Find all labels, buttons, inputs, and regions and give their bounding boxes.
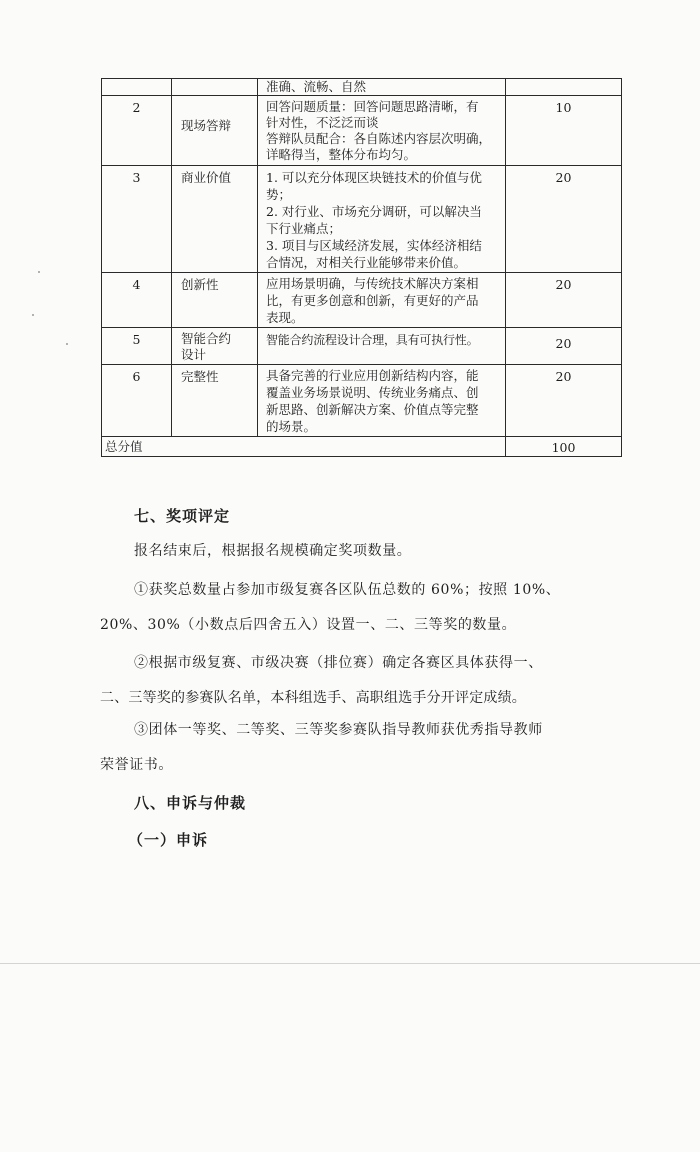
row-number: 6 bbox=[102, 365, 172, 437]
description-line: 合情况，对相关行业能够带来价值。 bbox=[266, 255, 467, 270]
criterion-label: 设计 bbox=[181, 347, 207, 362]
criterion-description bbox=[258, 79, 506, 96]
table-row bbox=[102, 273, 622, 328]
paragraph-line: ②根据市级复赛、市级决赛（排位赛）确定各赛区具体获得一、 bbox=[134, 655, 543, 671]
description-line: 针对性，不泛泛而谈 bbox=[266, 115, 379, 130]
description-line: 回答问题质量：回答问题思路清晰，有 bbox=[266, 99, 479, 114]
criterion-score bbox=[506, 79, 622, 96]
table-row bbox=[102, 365, 622, 437]
description-line: 答辩队员配合：各自陈述内容层次明确， bbox=[266, 131, 492, 146]
criterion-description bbox=[258, 96, 506, 166]
table-row bbox=[102, 328, 622, 365]
criterion-name: 完整性 bbox=[172, 365, 258, 437]
row-number: 4 bbox=[102, 273, 172, 328]
description-line: 2. 对行业、市场充分调研，可以解决当 bbox=[266, 204, 482, 219]
paragraph-line: 荣誉证书。 bbox=[100, 757, 173, 773]
criterion-name: 创新性 bbox=[172, 273, 258, 328]
description-line: 比，有更多创意和创新，有更好的产品 bbox=[266, 293, 479, 308]
paragraph-line: 二、三等奖的参赛队名单，本科组选手、高职组选手分开评定成绩。 bbox=[100, 690, 526, 706]
description-line: 准确、流畅、自然 bbox=[266, 79, 367, 94]
table-row bbox=[102, 79, 622, 96]
description-line: 1. 可以充分体现区块链技术的价值与优 bbox=[266, 170, 482, 185]
description-line: 详略得当，整体分布均匀。 bbox=[266, 147, 417, 162]
criterion-score: 20 bbox=[506, 273, 622, 328]
scoring-table bbox=[101, 78, 622, 457]
total-value: 100 bbox=[506, 437, 622, 457]
description-line: 势； bbox=[266, 187, 292, 202]
table-row bbox=[102, 96, 622, 166]
description-line: 新思路、创新解决方案、价值点等完整 bbox=[266, 402, 479, 417]
row-number: 2 bbox=[102, 96, 172, 166]
paragraph bbox=[100, 575, 590, 640]
description-line: 智能合约流程设计合理，具有可执行性。 bbox=[266, 333, 479, 347]
row-number: 5 bbox=[102, 328, 172, 365]
description-line: 的场景。 bbox=[266, 419, 317, 434]
subsection-heading: （一）申诉 bbox=[128, 831, 209, 849]
scan-speck bbox=[66, 343, 68, 345]
description-line: 表现。 bbox=[266, 310, 304, 325]
criterion-description bbox=[258, 328, 506, 365]
paragraph-line: ③团体一等奖、二等奖、三等奖参赛队指导教师获优秀指导教师 bbox=[134, 722, 543, 738]
description-line: 具备完善的行业应用创新结构内容，能 bbox=[266, 368, 479, 383]
page-edge-line bbox=[0, 963, 700, 964]
table-row bbox=[102, 166, 622, 273]
total-label: 总分值 bbox=[102, 437, 506, 457]
criterion-name bbox=[172, 96, 258, 166]
paragraph-line: ①获奖总数量占参加市级复赛各区队伍总数的 60%；按照 10%、 bbox=[134, 582, 561, 598]
row-number: 3 bbox=[102, 166, 172, 273]
description-line: 3. 项目与区域经济发展，实体经济相结 bbox=[266, 238, 482, 253]
row-number bbox=[102, 79, 172, 96]
paragraph-line: 报名结束后，根据报名规模确定奖项数量。 bbox=[134, 543, 412, 559]
criterion-score: 10 bbox=[506, 96, 622, 166]
criterion-label: 现场答辩 bbox=[181, 118, 232, 133]
criterion-score: 20 bbox=[506, 166, 622, 273]
paragraph bbox=[100, 715, 590, 780]
section-heading: 七、奖项评定 bbox=[134, 507, 231, 525]
paragraph bbox=[100, 536, 590, 566]
criterion-name bbox=[172, 328, 258, 365]
paragraph-line: 20%、30%（小数点后四舍五入）设置一、二、三等奖的数量。 bbox=[100, 617, 517, 633]
criterion-description bbox=[258, 273, 506, 328]
criterion-score: 20 bbox=[506, 365, 622, 437]
description-line: 应用场景明确，与传统技术解决方案相 bbox=[266, 276, 479, 291]
scan-speck bbox=[32, 314, 34, 316]
description-line: 下行业痛点； bbox=[266, 221, 342, 236]
table-total-row bbox=[102, 437, 622, 457]
paragraph bbox=[100, 648, 590, 713]
criterion-description bbox=[258, 166, 506, 273]
criterion-name: 商业价值 bbox=[172, 166, 258, 273]
section-heading: 八、申诉与仲裁 bbox=[134, 794, 247, 812]
criterion-name bbox=[172, 79, 258, 96]
scan-speck bbox=[38, 271, 40, 273]
criterion-score: 20 bbox=[506, 328, 622, 365]
criterion-label: 智能合约 bbox=[181, 331, 232, 346]
description-line: 覆盖业务场景说明、传统业务痛点、创 bbox=[266, 385, 479, 400]
criterion-description bbox=[258, 365, 506, 437]
